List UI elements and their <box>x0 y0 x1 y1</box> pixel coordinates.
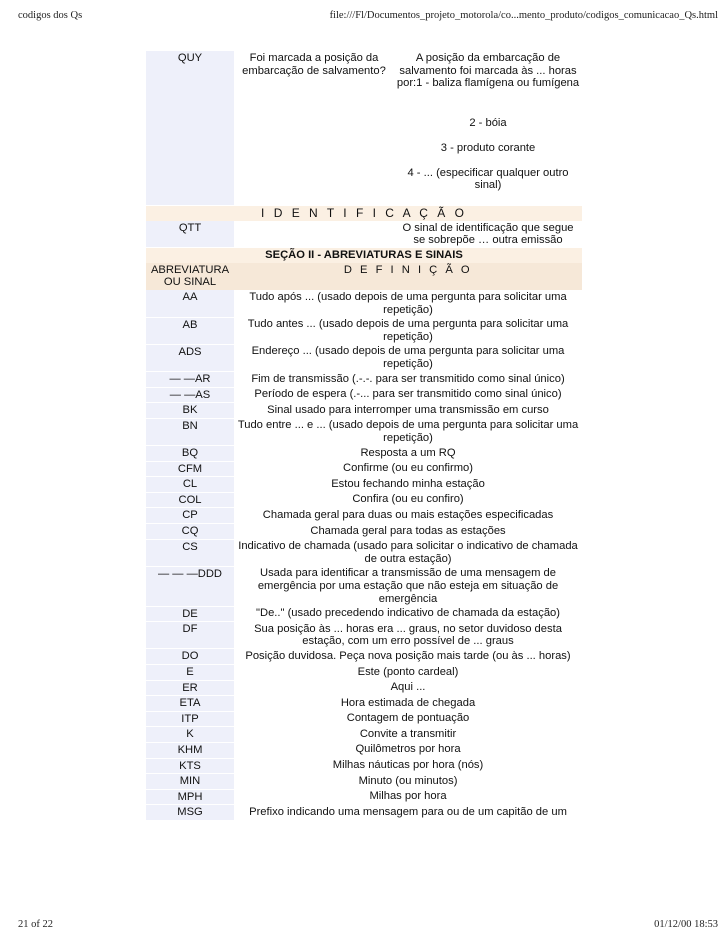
definition-cell: Confira (ou eu confiro) <box>352 493 464 506</box>
abbreviations-column-headers <box>146 263 582 290</box>
abbreviation-cell: CS <box>146 539 234 566</box>
abbreviation-cell: ETA <box>146 696 234 712</box>
quy-answer-1: A posição da embarcação de salvamento foi marcada às ... horas por:1 - baliza flamígena ou fumígena <box>396 52 580 90</box>
table-row <box>146 711 582 727</box>
definition-cell: Indicativo de chamada (usado para solicitar o indicativo de chamada de outra estação) <box>238 540 578 565</box>
quy-answer-2: 2 - bóia <box>469 116 507 129</box>
definition-cell: Prefixo indicando uma mensagem para ou de um capitão de um <box>249 805 567 818</box>
definition-cell: Aqui ... <box>390 681 426 694</box>
definition-cell: Convite a transmitir <box>359 727 457 740</box>
table-row <box>146 622 582 649</box>
page-number: 21 of 22 <box>18 919 53 930</box>
table-row <box>146 539 582 566</box>
table-row <box>146 344 582 371</box>
abbreviation-cell: CP <box>146 508 234 524</box>
abbreviation-cell: KTS <box>146 758 234 774</box>
abbreviation-cell: DE <box>146 606 234 622</box>
table-row <box>146 477 582 493</box>
qtt-code: QTT <box>146 221 234 248</box>
definition-cell: Milhas por hora <box>369 790 447 803</box>
abbreviation-cell: — — —DDD <box>146 566 234 606</box>
definition-cell: Período de espera (.-... para ser transmitido como sinal único) <box>254 388 562 401</box>
table-row <box>146 387 582 403</box>
table-row <box>146 680 582 696</box>
definition-cell: "De.." (usado precedendo indicativo de chamada da estação) <box>256 607 560 620</box>
definition-cell: Fim de transmissão (.-.-. para ser transmitido como sinal único) <box>251 372 565 385</box>
abbreviations-body <box>146 290 582 820</box>
definition-cell: Estou fechando minha estação <box>331 477 485 490</box>
qtt-row <box>146 221 582 248</box>
abbreviations-table <box>146 248 582 821</box>
definition-cell: Tudo antes ... (usado depois de uma pergunta para solicitar uma repetição) <box>247 318 569 343</box>
abbreviation-cell: K <box>146 727 234 743</box>
abbreviation-cell: — —AR <box>146 372 234 388</box>
q-codes-sheet <box>146 51 582 821</box>
column-header-definition: D E F I N I Ç Ã O <box>234 263 582 290</box>
column-header-abbreviation: ABREVIATURA OU SINAL <box>146 263 234 290</box>
definition-cell: Este (ponto cardeal) <box>357 665 459 678</box>
definition-cell: Quilômetros por hora <box>355 743 461 756</box>
table-row <box>146 727 582 743</box>
table-row <box>146 461 582 477</box>
table-row <box>146 758 582 774</box>
definition-cell: Chamada geral para duas ou mais estações especificadas <box>262 508 554 521</box>
quy-table <box>146 51 582 206</box>
table-row <box>146 418 582 445</box>
abbreviation-cell: MSG <box>146 805 234 821</box>
abbreviation-cell: — —AS <box>146 387 234 403</box>
table-row <box>146 566 582 606</box>
table-row <box>146 290 582 317</box>
browser-print-header <box>0 10 728 24</box>
qtt-answer: O sinal de identificação que segue se sobrepõe … outra emissão <box>402 221 574 247</box>
abbreviation-cell: DO <box>146 649 234 665</box>
section2-heading-row <box>146 248 582 263</box>
section2-heading: SEÇÃO II - ABREVIATURAS E SINAIS <box>146 248 582 263</box>
abbreviation-cell: CQ <box>146 524 234 540</box>
definition-cell: Minuto (ou minutos) <box>358 774 458 787</box>
table-row <box>146 649 582 665</box>
table-row <box>146 665 582 681</box>
quy-row <box>146 51 582 116</box>
table-row <box>146 774 582 790</box>
identification-heading: I D E N T I F I C A Ç Ã O <box>146 206 582 221</box>
document-url: file:///Fl/Documentos_projeto_motorola/co...mento_produto/codigos_comunicacao_Qs.html <box>329 10 718 21</box>
definition-cell: Sua posição às ... horas era ... graus, no setor duvidoso desta estação, com um erro possível de ... graus <box>254 622 562 648</box>
definition-cell: Posição duvidosa. Peça nova posição mais tarde (ou às ... horas) <box>245 649 571 662</box>
definition-cell: Hora estimada de chegada <box>340 696 476 709</box>
identification-heading-row <box>146 206 582 221</box>
quy-answer-4: 4 - ... (especificar qualquer outro sinal) <box>407 166 569 192</box>
definition-cell: Usada para identificar a transmissão de uma mensagem de emergência por uma estação que não esteja em situação de emergência <box>257 567 559 605</box>
definition-cell: Endereço ... (usado depois de uma pergunta para solicitar uma repetição) <box>251 345 565 371</box>
abbreviation-cell: COL <box>146 492 234 508</box>
table-row <box>146 403 582 419</box>
definition-cell: Chamada geral para todas as estações <box>310 524 506 537</box>
table-row <box>146 372 582 388</box>
table-row <box>146 789 582 805</box>
browser-print-footer <box>0 919 728 933</box>
definition-cell: Sinal usado para interromper uma transmissão em curso <box>267 403 549 416</box>
abbreviation-cell: KHM <box>146 742 234 758</box>
table-row <box>146 317 582 344</box>
abbreviation-cell: BN <box>146 418 234 445</box>
quy-code: QUY <box>177 52 203 64</box>
abbreviation-cell: BK <box>146 403 234 419</box>
abbreviation-cell: E <box>146 665 234 681</box>
table-row <box>146 805 582 821</box>
abbreviation-cell: MIN <box>146 774 234 790</box>
abbreviation-cell: ADS <box>146 344 234 371</box>
abbreviation-cell: MPH <box>146 789 234 805</box>
abbreviation-cell: CFM <box>146 461 234 477</box>
abbreviation-cell: BQ <box>146 446 234 462</box>
definition-cell: Tudo entre ... e ... (usado depois de uma pergunta para solicitar uma repetição) <box>237 419 579 444</box>
abbreviation-cell: CL <box>146 477 234 493</box>
abbreviation-cell: ER <box>146 680 234 696</box>
table-row <box>146 446 582 462</box>
definition-cell: Confirme (ou eu confirmo) <box>343 462 473 475</box>
table-row <box>146 742 582 758</box>
definition-cell: Tudo após ... (usado depois de uma pergunta para solicitar uma repetição) <box>249 291 567 316</box>
table-row <box>146 524 582 540</box>
definition-cell: Milhas náuticas por hora (nós) <box>332 759 484 772</box>
print-datetime: 01/12/00 18:53 <box>654 919 718 930</box>
table-row <box>146 492 582 508</box>
table-row <box>146 696 582 712</box>
document-title: codigos dos Qs <box>18 10 83 21</box>
table-row <box>146 606 582 622</box>
abbreviation-cell: ITP <box>146 711 234 727</box>
quy-code-cell <box>146 51 234 206</box>
quy-answer-3: 3 - produto corante <box>440 141 536 154</box>
definition-cell: Resposta a um RQ <box>360 446 456 459</box>
quy-question: Foi marcada a posição da embarcação de salvamento? <box>242 52 386 77</box>
table-row <box>146 508 582 524</box>
abbreviation-cell: DF <box>146 622 234 649</box>
identification-table <box>146 206 582 248</box>
abbreviation-cell: AA <box>146 290 234 317</box>
definition-cell: Contagem de pontuação <box>346 712 470 725</box>
abbreviation-cell: AB <box>146 317 234 344</box>
